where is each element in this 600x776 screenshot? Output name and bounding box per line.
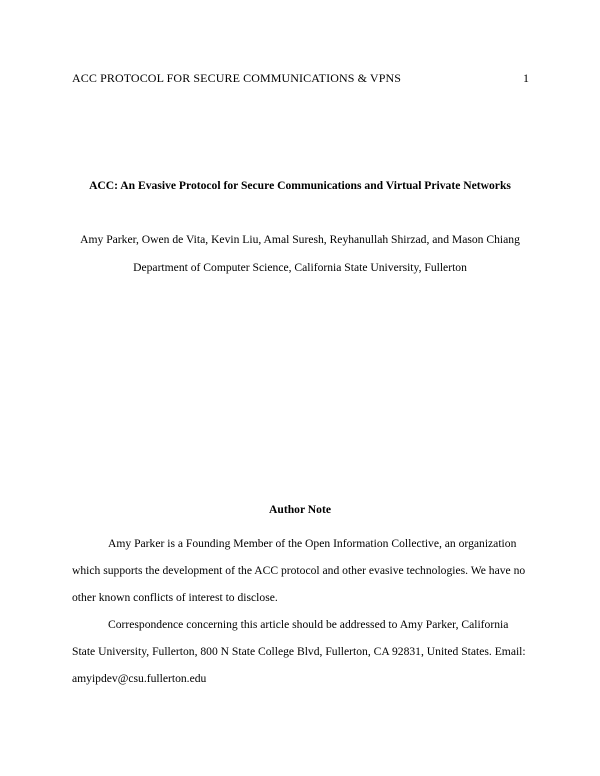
page-number: 1 [523, 71, 529, 85]
author-note-heading: Author Note [269, 503, 331, 516]
author-list: Amy Parker, Owen de Vita, Kevin Liu, Amal Suresh, Reyhanullah Shirzad, and Mason Chiang [80, 233, 520, 246]
author-note-paragraph-disclosure: Amy Parker is a Founding Member of the Open Information Collective, an organization which supports the development of the ACC protocol and other evasive technologies. We have no other known conflicts of interest to disclose. [72, 537, 526, 604]
paper-title: ACC: An Evasive Protocol for Secure Communications and Virtual Private Networks [89, 179, 511, 192]
author-note-body [72, 530, 530, 692]
author-affiliation: Department of Computer Science, California State University, Fullerton [133, 261, 467, 274]
author-note-paragraph-correspondence: Correspondence concerning this article should be addressed to Amy Parker, California State University, Fullerton, 800 N State College Blvd, Fullerton, CA 92831, United States. Email: amyipdev@csu.fullerton.edu [72, 618, 526, 685]
running-head: ACC PROTOCOL FOR SECURE COMMUNICATIONS & VPNS [72, 71, 402, 85]
